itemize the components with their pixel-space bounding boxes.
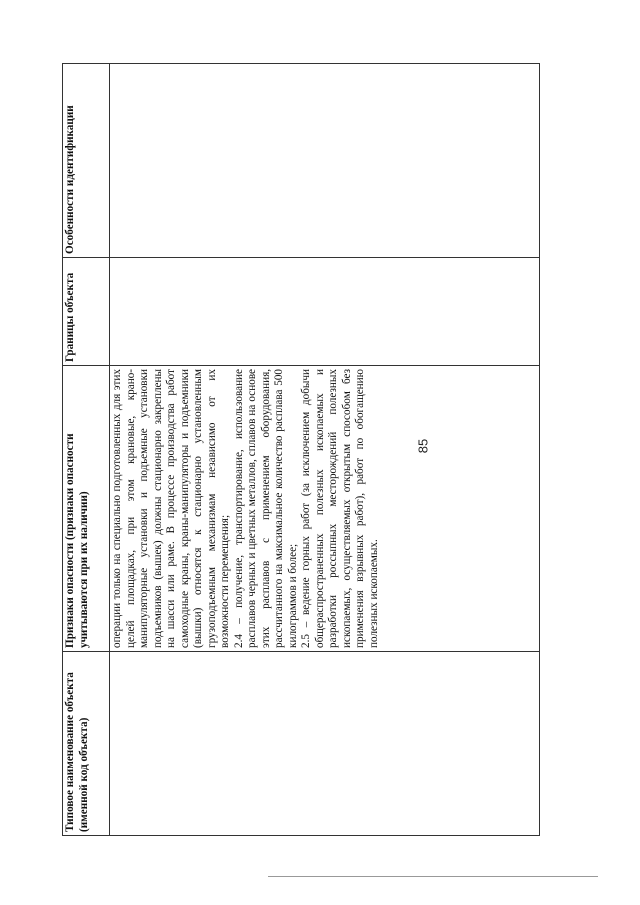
cell-object-name [110, 651, 540, 835]
table-row [110, 63, 540, 835]
rotated-table-container [62, 64, 540, 836]
header-boundaries: Границы объекта [63, 257, 110, 365]
hazard-table [62, 63, 540, 836]
table-header-row [63, 63, 110, 835]
scan-edge-line [268, 876, 598, 877]
cell-danger-signs [110, 365, 540, 651]
header-danger-signs: Признаки опасности (признаки опасности учитываются при их наличии) [63, 365, 110, 651]
cell-boundaries [110, 257, 540, 365]
danger-paragraph: операции только на специально подготовленных для этих целей площадках, при этом крановые, крано-манипуляторные установки и подъемные установки подъемников (вышек) должны стационарно закреплены на шасси или раме. В процессе производства работ самоходные краны, краны-манипуляторы и подъемники (вышки) относятся к стационарно установленным грузоподъемным механизмам независимо от их возможности перемещения; [111, 368, 231, 648]
cell-identification [110, 63, 540, 257]
danger-paragraph: 2.5 – ведение горных работ (за исключением добычи общераспространенных полезных ископаемых и разработки россыпных месторождений полезных ископаемых, осуществляемых открытым способом без применения взрывных работ), работ по обогащению полезных ископаемых. [300, 368, 380, 648]
header-object-name: Типовое наименование объекта (именной код объекта) [63, 651, 110, 835]
danger-paragraph: 2.4 – получение, транспортирование, использование расплавов черных и цветных металлов, сплавов на основе этих расплавов с применением оборудования, рассчитанного на максимальное количество расплава 500 килограммов и более; [232, 368, 299, 648]
page-number: 85 [415, 438, 431, 454]
header-identification: Особенности идентификации [63, 63, 110, 257]
